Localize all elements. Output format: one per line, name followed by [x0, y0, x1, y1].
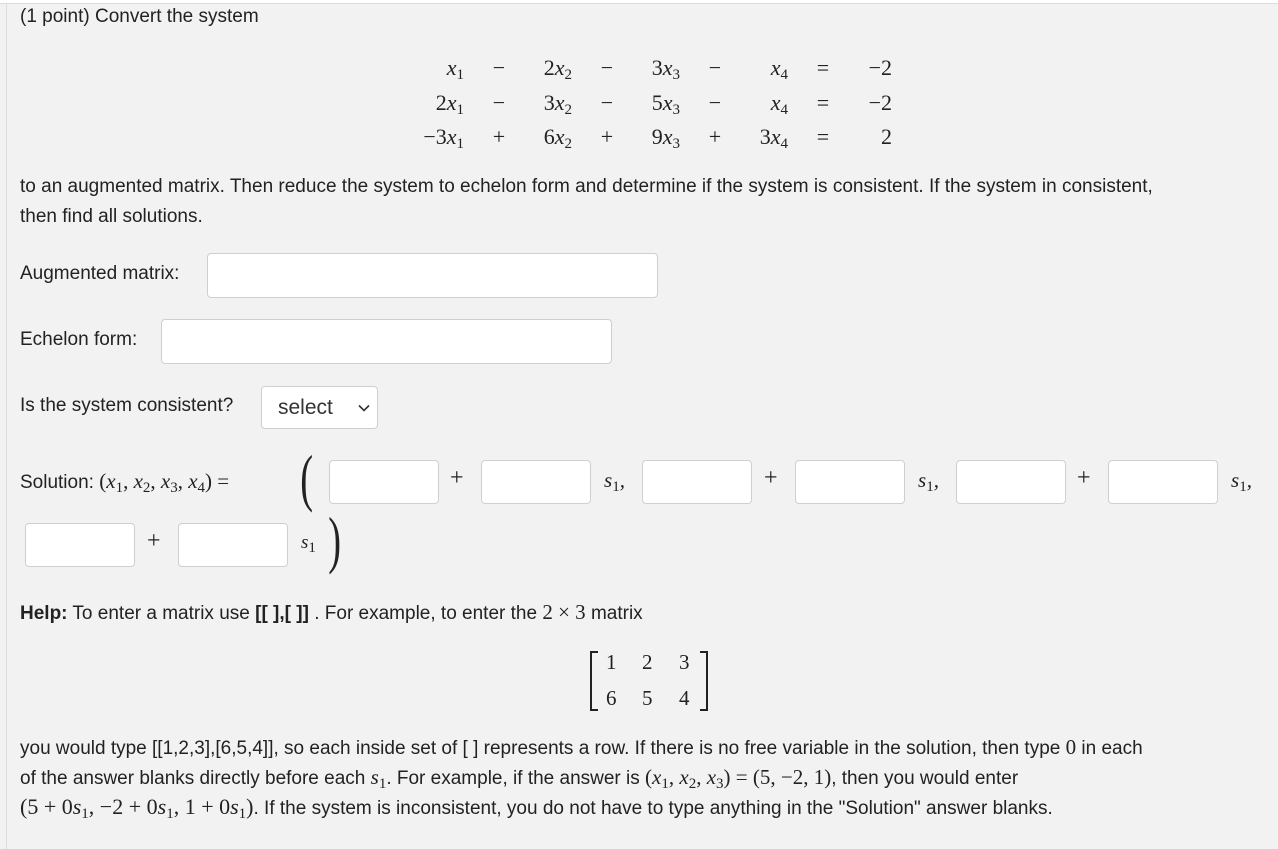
- left-bracket: [590, 651, 598, 711]
- eq2-term2: $3x_2$: [543, 90, 572, 118]
- free-variable-s1: $s_1$,: [1231, 468, 1252, 495]
- augmented-matrix-input[interactable]: [207, 253, 658, 298]
- select-value: select: [278, 396, 333, 419]
- help-paragraph-line3: ($5 + 0s_1$, $-2 + 0s_1$, $1 + 0s_1$). If the system is inconsistent, you do not have to type anything in the "Solution" answer blanks.: [20, 794, 1053, 822]
- matrix-cell: 1: [606, 650, 617, 674]
- eq3-term1: $-3x_1$: [423, 124, 464, 152]
- free-variable-s1: $s_1$,: [604, 468, 625, 495]
- right-bracket: [700, 651, 708, 711]
- matrix-cell: 6: [606, 686, 617, 710]
- solution-x1-constant[interactable]: [329, 460, 439, 504]
- eq1-term1: $x_1$: [446, 55, 464, 83]
- eq1-op3: −: [708, 55, 722, 80]
- eq2-term1: $2x_1$: [435, 90, 464, 118]
- echelon-form-label: Echelon form:: [20, 329, 138, 350]
- eq1-op2: −: [600, 55, 614, 80]
- solution-x4-constant[interactable]: [25, 523, 135, 567]
- solution-x4-coefficient[interactable]: [178, 523, 288, 567]
- eq2-equals: =: [816, 90, 830, 115]
- eq2-op2: −: [600, 90, 614, 115]
- free-variable-s1: $s_1$,: [918, 468, 939, 495]
- solution-x3-constant[interactable]: [956, 460, 1066, 504]
- eq3-term2: $6x_2$: [543, 124, 572, 152]
- close-paren: ): [328, 504, 342, 575]
- augmented-matrix-label: Augmented matrix:: [20, 263, 180, 284]
- help-line: Help: To enter a matrix use [[ ],[ ]] . For example, to enter the 2 × 3 matrix: [20, 600, 643, 624]
- solution-x2-coefficient[interactable]: [795, 460, 905, 504]
- eq3-term3: $9x_3$: [651, 124, 680, 152]
- eq1-term3: $3x_3$: [651, 55, 680, 83]
- left-border: [6, 4, 7, 849]
- free-variable-s1: $s_1$: [301, 532, 316, 556]
- solution-x1-coefficient[interactable]: [481, 460, 591, 504]
- matrix-cell: 3: [679, 650, 690, 674]
- plus-sign: +: [450, 465, 464, 491]
- help-paragraph-line2: of the answer blanks directly before each $s_1$. For example, if the answer is ($x_1$, $x_2$, $x_3) = (5$, −2, 1), then you would enter: [20, 765, 1019, 792]
- eq3-op3: +: [708, 124, 722, 149]
- eq2-rhs: −2: [868, 90, 892, 115]
- solution-x2-constant[interactable]: [642, 460, 752, 504]
- matrix-cell: 5: [642, 686, 653, 710]
- matrix-cell: 4: [679, 686, 690, 710]
- solution-label: Solution: ($x_1$, $x_2$, $x_3$, $x_4$) =: [20, 469, 230, 496]
- chevron-down-icon: [358, 404, 370, 413]
- eq1-term2: $2x_2$: [543, 55, 572, 83]
- eq1-op1: −: [492, 55, 506, 80]
- eq2-term4: $x_4$: [770, 90, 788, 118]
- eq2-op1: −: [492, 90, 506, 115]
- plus-sign: +: [1077, 465, 1091, 491]
- matrix-syntax: [[ ],[ ]]: [255, 603, 309, 624]
- eq3-op1: +: [492, 124, 506, 149]
- eq3-term4: $3x_4$: [759, 124, 788, 152]
- help-paragraph-line1: you would type [[1,2,3],[6,5,4]], so each inside set of [ ] represents a row. If there is no free variable in the solution, then type 0 in each: [20, 735, 1143, 759]
- eq3-op2: +: [600, 124, 614, 149]
- eq1-term4: $x_4$: [770, 55, 788, 83]
- instructions-line1: to an augmented matrix. Then reduce the system to echelon form and determine if the system is consistent. If the system in consistent,: [20, 176, 1153, 197]
- consistent-select[interactable]: [261, 386, 378, 429]
- eq3-rhs: 2: [881, 124, 892, 149]
- eq2-term3: $5x_3$: [651, 90, 680, 118]
- open-paren: (: [300, 442, 314, 513]
- problem-intro: (1 point) Convert the system: [20, 6, 259, 27]
- consistent-label: Is the system consistent?: [20, 395, 234, 416]
- plus-sign: +: [147, 528, 161, 554]
- echelon-form-input[interactable]: [161, 319, 612, 364]
- solution-x3-coefficient[interactable]: [1108, 460, 1218, 504]
- eq3-equals: =: [816, 124, 830, 149]
- eq2-op3: −: [708, 90, 722, 115]
- plus-sign: +: [764, 465, 778, 491]
- matrix-cell: 2: [642, 650, 653, 674]
- eq1-rhs: −2: [868, 55, 892, 80]
- help-label: Help:: [20, 603, 68, 624]
- eq1-equals: =: [816, 55, 830, 80]
- instructions-line2: then find all solutions.: [20, 206, 203, 227]
